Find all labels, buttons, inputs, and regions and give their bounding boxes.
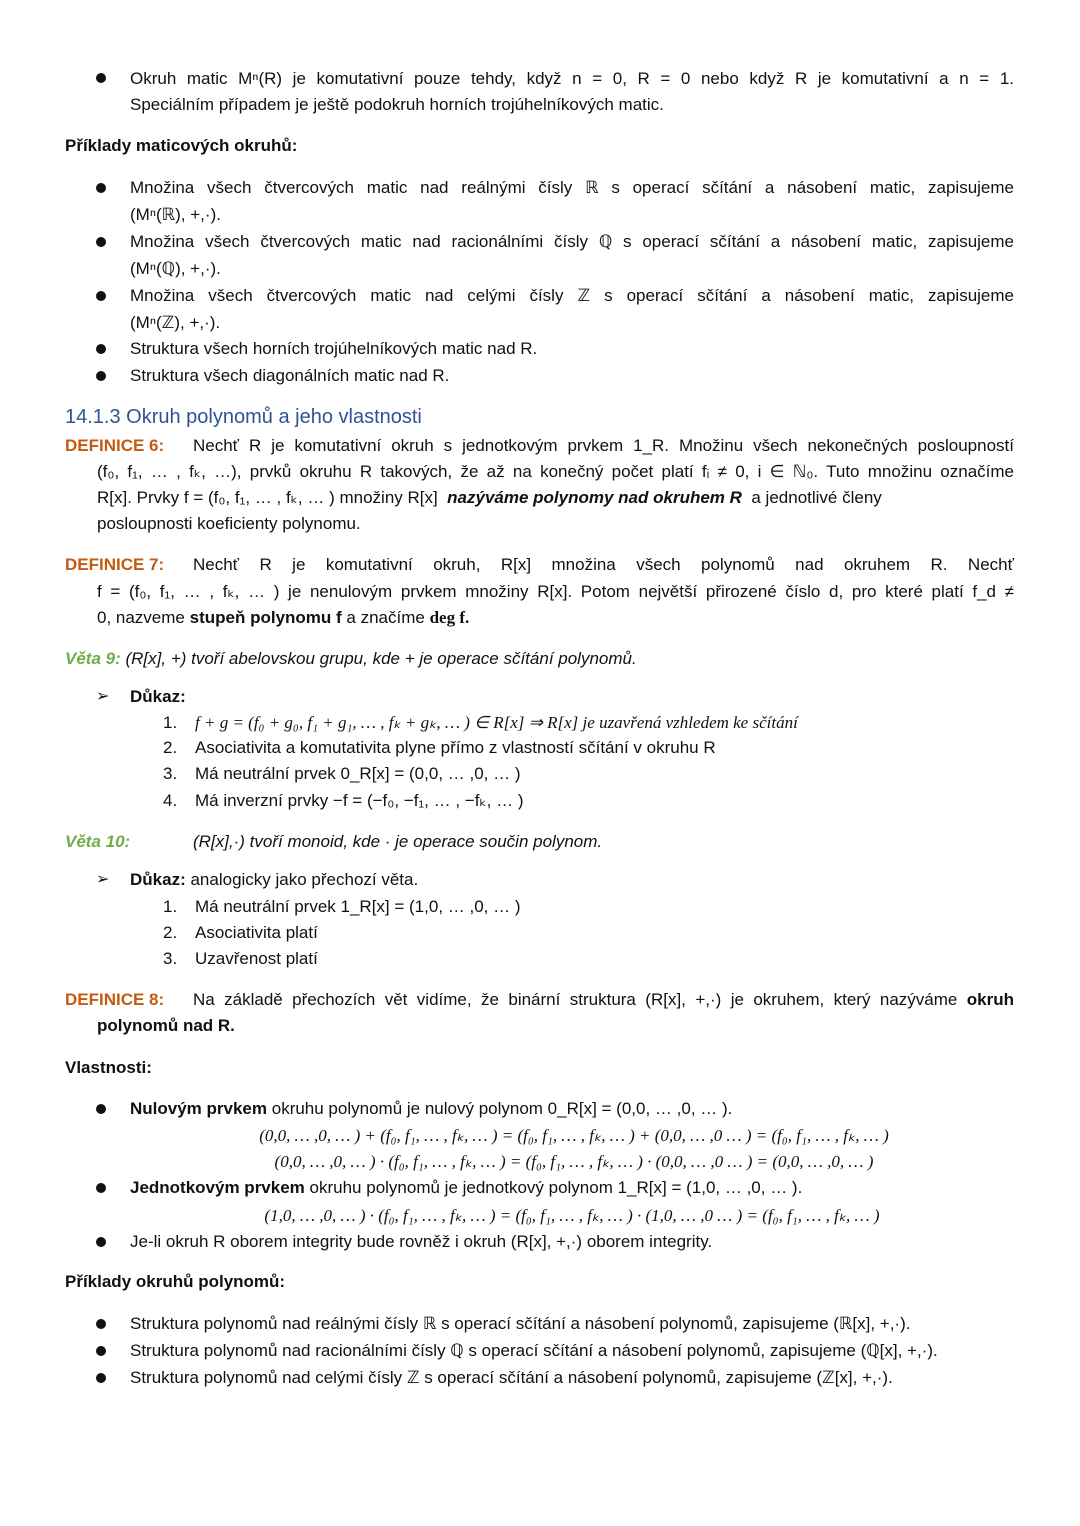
bullet: [96, 237, 106, 247]
definition-6-text-end: a jednotlivé členy: [751, 488, 882, 507]
bullet: [96, 344, 106, 354]
bullet: [96, 1237, 106, 1247]
theorem-9-step-2: 2. Asociativita a komutativita plyne přímo z vlastností sčítání v okruhu R: [163, 738, 716, 757]
poly-example-1: Struktura polynomů nad reálnými čísly ℝ s operací sčítání a násobení polynomů, zapisujeme (ℝ[x], +,·).: [130, 1314, 911, 1333]
arrow-bullet-icon: ➢: [96, 688, 110, 705]
definition-6-text: R[x]. Prvky f = (f₀, f₁, … , fₖ, … ) množiny R[x]: [97, 488, 438, 507]
bullet: [96, 1373, 106, 1383]
definition-7-line-2: f = (f₀, f₁, … , fₖ, … ) je nenulovým prvkem množiny R[x]. Potom největší přirozené číslo d, pro které platí f_d ≠: [97, 582, 1014, 601]
theorem-10-proof: [130, 869, 418, 891]
properties-heading: Vlastnosti:: [65, 1058, 152, 1077]
zero-equation-2: (0,0, … ,0, … ) · (f₀, f₁, … , fₖ, … ) = (f₀, f₁, … , fₖ, … ) · (0,0, … ,0 … ) = (0,0, … ,0, … ): [274, 1152, 874, 1171]
property-one: [130, 1177, 802, 1199]
theorem-10-step-1: 1. Má neutrální prvek 1_R[x] = (1,0, … ,0, … ): [163, 897, 521, 916]
poly-example-2: Struktura polynomů nad racionálními čísly ℚ s operací sčítání a násobení polynomů, zapisujeme (ℚ[x], +,·).: [130, 1341, 938, 1360]
one-equation: (1,0, … ,0, … ) · (f₀, f₁, … , fₖ, … ) = (f₀, f₁, … , fₖ, … ) · (1,0, … ,0 … ) = (f₀, f₁, … , fₖ, … ): [264, 1206, 880, 1225]
bullet: [96, 1104, 106, 1114]
matrix-example-5: Struktura všech diagonálních matic nad R.: [130, 366, 450, 385]
definition-8-line-2: polynomů nad R.: [97, 1016, 235, 1035]
theorem-9-proof-label: Důkaz:: [130, 687, 186, 706]
matrix-example-1-line-2: (Mⁿ(ℝ), +,·).: [130, 205, 221, 224]
bullet: [96, 73, 106, 83]
bullet: [96, 1346, 106, 1356]
property-integrity: Je-li okruh R oborem integrity bude rovněž i okruh (R[x], +,·) oborem integrity.: [130, 1232, 713, 1251]
matrix-example-2-line-2: (Mⁿ(ℚ), +,·).: [130, 259, 221, 278]
theorem-10-step-3: 3. Uzavřenost platí: [163, 949, 318, 968]
arrow-bullet-icon: ➢: [96, 871, 110, 888]
bullet: [96, 371, 106, 381]
intro-line-2: Speciálním případem je ještě podokruh horních trojúhelníkových matic.: [130, 95, 664, 114]
theorem-9-step-3: 3. Má neutrální prvek 0_R[x] = (0,0, … ,0, … ): [163, 764, 521, 783]
definition-7-term: stupeň polynomu f: [189, 608, 342, 627]
matrix-examples-heading: Příklady maticových okruhů:: [65, 136, 298, 155]
bullet: [96, 1319, 106, 1329]
property-one-term: Jednotkovým prvkem: [130, 1178, 305, 1197]
matrix-example-1-line-1: Množina všech čtvercových matic nad reálnými čísly ℝ s operací sčítání a násobení matic, zapisujeme: [130, 178, 1014, 197]
theorem-10-proof-label: Důkaz:: [130, 870, 186, 889]
matrix-example-3-line-2: (Mⁿ(ℤ), +,·).: [130, 313, 221, 332]
definition-6-label: DEFINICE 6:: [65, 436, 165, 455]
section-heading: 14.1.3 Okruh polynomů a jeho vlastnosti: [65, 406, 422, 428]
theorem-10-proof-text: analogicky jako přechozí věta.: [190, 870, 419, 889]
theorem-10-text: (R[x],·) tvoří monoid, kde · je operace součin polynom.: [193, 832, 603, 851]
bullet: [96, 183, 106, 193]
theorem-10-step-2: 2. Asociativita platí: [163, 923, 318, 942]
definition-6-line-2: (f₀, f₁, … , fₖ, …), prvků okruhu R takových, že až na konečný počet platí fᵢ ≠ 0, i ∈ ℕ₀. Tuto množinu označíme: [97, 462, 1014, 481]
theorem-9-label: Věta 9:: [65, 649, 121, 668]
definition-7-line-1: Nechť R je komutativní okruh, R[x] množina všech polynomů nad okruhem R. Nechť: [193, 555, 1014, 574]
bullet: [96, 291, 106, 301]
definition-6-line-1: Nechť R je komutativní okruh s jednotkovým prvkem 1_R. Množinu všech nekonečných posloupností: [193, 436, 1014, 455]
definition-7-text-2: a značíme: [346, 608, 425, 627]
theorem-9-step-1: 1. f + g = (f₀ + g₀, f₁ + g₁, … , fₖ + gₖ, … ) ∈ R[x] ⇒ R[x] je uzavřená vzhledem ke sčítání: [163, 713, 798, 732]
definition-8-label: DEFINICE 8:: [65, 990, 165, 1009]
property-zero-term: Nulovým prvkem: [130, 1099, 267, 1118]
definition-7-label: DEFINICE 7:: [65, 555, 165, 574]
intro-line-1: Okruh matic Mⁿ(R) je komutativní pouze tehdy, když n = 0, R = 0 nebo když R je komutativní a n = 1.: [130, 69, 1014, 88]
definition-8-term: okruh: [966, 990, 1014, 1009]
bullet: [96, 1183, 106, 1193]
poly-example-3: Struktura polynomů nad celými čísly ℤ s operací sčítání a násobení polynomů, zapisujeme (ℤ[x], +,·).: [130, 1368, 893, 1387]
matrix-example-2-line-1: Množina všech čtvercových matic nad racionálními čísly ℚ s operací sčítání a násobení matic, zapisujeme: [130, 232, 1014, 251]
definition-6-line-4: posloupnosti koeficienty polynomu.: [97, 514, 361, 533]
theorem-9: [65, 648, 637, 670]
property-zero: [130, 1098, 732, 1120]
definition-6-line-3: [97, 487, 882, 509]
definition-7-notation: deg f.: [429, 608, 470, 627]
definition-8-text: Na základě přechozích vět vidíme, že binární struktura (R[x], +,·) je okruhem, který nazýváme: [193, 990, 958, 1009]
definition-8-line-1: [193, 989, 1014, 1011]
theorem-9-text: (R[x], +) tvoří abelovskou grupu, kde + je operace sčítání polynomů.: [125, 649, 637, 668]
matrix-example-3-line-1: Množina všech čtvercových matic nad celými čísly ℤ s operací sčítání a násobení matic, zapisujeme: [130, 286, 1014, 305]
property-one-text: okruhu polynomů je jednotkový polynom 1_R[x] = (1,0, … ,0, … ).: [309, 1178, 803, 1197]
matrix-example-4: Struktura všech horních trojúhelníkových matic nad R.: [130, 339, 538, 358]
property-zero-text: okruhu polynomů je nulový polynom 0_R[x] = (0,0, … ,0, … ).: [271, 1099, 733, 1118]
definition-7-line-3: [97, 607, 469, 629]
theorem-9-step-4: 4. Má inverzní prvky −f = (−f₀, −f₁, … , −fₖ, … ): [163, 791, 524, 810]
zero-equation-1: (0,0, … ,0, … ) + (f₀, f₁, … , fₖ, … ) = (f₀, f₁, … , fₖ, … ) + (0,0, … ,0 … ) = (f₀, f₁, … , fₖ, … ): [259, 1126, 889, 1145]
poly-examples-heading: Příklady okruhů polynomů:: [65, 1272, 286, 1291]
definition-7-text: 0, nazveme: [97, 608, 185, 627]
definition-6-term: nazýváme polynomy nad okruhem R: [447, 488, 742, 507]
theorem-10-label: Věta 10:: [65, 832, 131, 851]
